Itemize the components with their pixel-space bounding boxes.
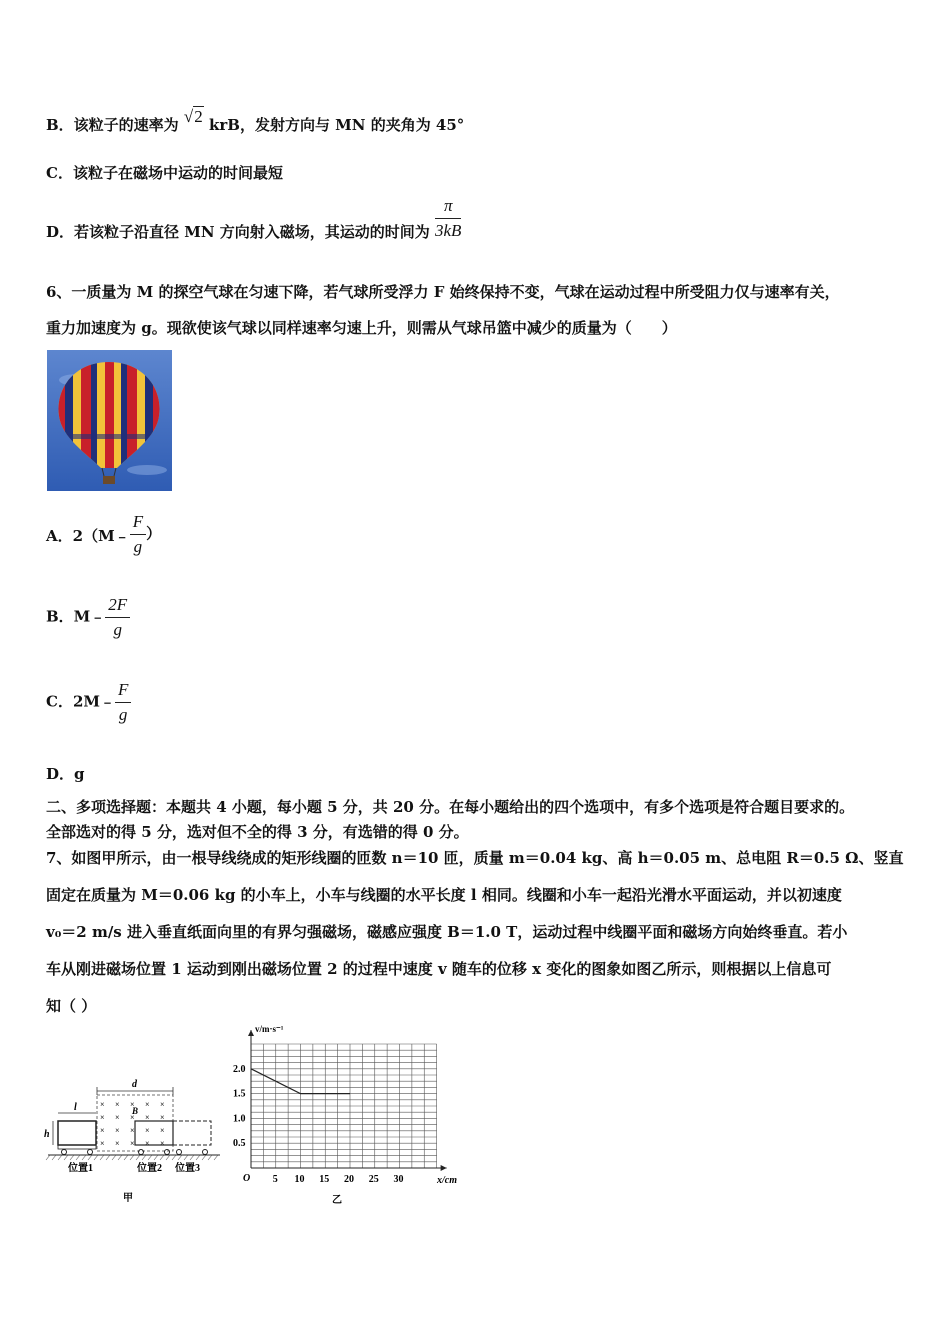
fraction: $\frac{F}{g}$ <box>130 512 146 557</box>
y-tick-label: 1.5 <box>233 1088 246 1100</box>
ground-hatch <box>76 1155 80 1160</box>
field-cross-mark: × <box>115 1100 120 1109</box>
q6-option-b: B．M﹣ $\frac{2F}{g}$ <box>46 595 130 640</box>
x-tick-label: 15 <box>319 1174 330 1185</box>
ground-hatch <box>160 1155 164 1160</box>
label-position-1: 位置1 <box>68 1163 93 1174</box>
q6-stem-line1: 6、一质量为 M 的探空气球在匀速下降，若气球所受浮力 F 始终保持不变，气球在运动过程中所受阻力仅与速率有关， <box>46 283 840 301</box>
field-cross-mark: × <box>115 1126 120 1135</box>
ground-hatch <box>148 1155 152 1160</box>
x-tick-label: 10 <box>294 1174 305 1185</box>
field-cross-mark: × <box>100 1113 105 1122</box>
field-cross-mark: × <box>145 1139 150 1148</box>
y-tick-label: 1.0 <box>233 1113 246 1125</box>
ground-hatch <box>142 1155 146 1160</box>
q5-option-c: C．该粒子在磁场中运动的时间最短 <box>46 164 283 182</box>
label-h: h <box>44 1129 50 1140</box>
chart-origin-label: O <box>243 1173 251 1184</box>
q7-stem-line1: 7、如图甲所示，由一根导线绕成的矩形线圈的匝数 n＝10 匝，质量 m＝0.04 kg、高 h＝0.05 m、总电阻 R＝0.5 Ω、竖直 <box>46 849 904 867</box>
field-cross-mark: × <box>130 1113 135 1122</box>
field-cross-mark: × <box>100 1126 105 1135</box>
figure-cart-in-field <box>40 1075 230 1210</box>
x-tick-label: 30 <box>393 1174 404 1185</box>
field-cross-mark: × <box>160 1113 165 1122</box>
ground-hatch <box>172 1155 176 1160</box>
ground-hatch <box>130 1155 134 1160</box>
ground-hatch <box>64 1155 68 1160</box>
ground-hatch <box>82 1155 86 1160</box>
field-cross-mark: × <box>160 1139 165 1148</box>
figure-caption-yi: 乙 <box>332 1195 342 1206</box>
hot-air-balloon-image <box>47 350 172 491</box>
x-axis-arrow <box>441 1165 447 1171</box>
q7-stem-line5: 知（ ） <box>46 997 97 1015</box>
coil-position-3 <box>173 1121 211 1145</box>
field-cross-mark: × <box>100 1139 105 1148</box>
q7-stem-line4: 车从刚进磁场位置 1 运动到刚出磁场位置 2 的过程中速度 v 随车的位移 x 变化的图象如图乙所示，则根据以上信息可 <box>46 960 832 978</box>
q7-stem-line2: 固定在质量为 M＝0.06 kg 的小车上，小车与线圈的水平长度 l 相同。线圈和小车一起沿光滑水平面运动，并以初速度 <box>46 886 842 904</box>
ground-hatch <box>136 1155 140 1160</box>
field-cross-mark: × <box>115 1139 120 1148</box>
q6-stem-line2: 重力加速度为 g。现欲使该气球以同样速率匀速上升，则需从气球吊篮中减少的质量为（ ） <box>46 319 677 337</box>
x-tick-label: 25 <box>368 1174 379 1185</box>
q6-option-c: C．2M﹣ $\frac{F}{g}$ <box>46 680 131 725</box>
ground-hatch <box>184 1155 188 1160</box>
section2-heading-line1: 二、多项选择题：本题共 4 小题，每小题 5 分，共 20 分。在每小题给出的四个选项中，有多个选项是符合题目要求的。 <box>46 798 855 816</box>
q6-option-d: D．g <box>46 765 85 783</box>
chart-x-axis-label: x/cm <box>437 1175 457 1186</box>
chart-y-axis-label: v/m·s⁻¹ <box>255 1024 284 1034</box>
section2-heading-line2: 全部选对的得 5 分，选对但不全的得 3 分，有选错的得 0 分。 <box>46 823 469 841</box>
ground-hatch <box>46 1155 50 1160</box>
ground-hatch <box>196 1155 200 1160</box>
label-l: l <box>74 1102 77 1113</box>
fraction: $\frac{\pi}{3kB}$ <box>435 196 462 240</box>
fraction: $\frac{2F}{g}$ <box>105 595 130 640</box>
ground-hatch <box>166 1155 170 1160</box>
field-cross-mark: × <box>160 1126 165 1135</box>
y-axis-arrow <box>248 1030 254 1036</box>
ground-hatch <box>124 1155 128 1160</box>
ground-hatch <box>52 1155 56 1160</box>
field-cross-mark: × <box>130 1100 135 1109</box>
q5-option-d: D．若该粒子沿直径 MN 方向射入磁场，其运动的时间为 $\frac{\pi}{3kB}$ <box>46 196 462 241</box>
sqrt-symbol: √2 <box>183 107 203 126</box>
ground-hatch <box>88 1155 92 1160</box>
ground-hatch <box>190 1155 194 1160</box>
ground-hatch <box>94 1155 98 1160</box>
label-d: d <box>132 1079 137 1090</box>
x-tick-label: 20 <box>344 1174 354 1185</box>
ground-hatch <box>118 1155 122 1160</box>
q7-stem-line3: v₀＝2 m/s 进入垂直纸面向里的有界匀强磁场，磁感应强度 B＝1.0 T，运动过程中线圈平面和磁场方向始终垂直。若小 <box>46 923 848 941</box>
field-cross-mark: × <box>145 1113 150 1122</box>
y-tick-label: 0.5 <box>233 1138 246 1150</box>
label-position-2: 位置2 <box>137 1163 162 1174</box>
ground-hatch <box>214 1155 218 1160</box>
chart-grid <box>251 1044 437 1168</box>
figure-caption-jia: 甲 <box>123 1193 133 1204</box>
ground-hatch <box>70 1155 74 1160</box>
field-cross-mark: × <box>160 1100 165 1109</box>
field-cross-mark: × <box>115 1113 120 1122</box>
ground-hatch <box>106 1155 110 1160</box>
label-position-3: 位置3 <box>175 1163 200 1174</box>
chart-axes <box>248 1030 447 1171</box>
ground-hatch <box>208 1155 212 1160</box>
field-cross-mark: × <box>145 1100 150 1109</box>
coil-position-2 <box>135 1121 173 1145</box>
ground-hatch <box>100 1155 104 1160</box>
fraction: $\frac{F}{g}$ <box>115 680 131 725</box>
field-cross-mark: × <box>100 1100 105 1109</box>
q5-option-b: B．该粒子的速率为 √2 krB，发射方向与 MN 的夹角为 45° <box>46 107 465 134</box>
label-B: B <box>132 1106 139 1116</box>
coil-position-1 <box>58 1121 96 1145</box>
ground-hatch <box>154 1155 158 1160</box>
ground-hatch <box>178 1155 182 1160</box>
field-cross-mark: × <box>130 1139 135 1148</box>
x-tick-label: 5 <box>272 1174 278 1185</box>
y-tick-label: 2.0 <box>233 1063 246 1075</box>
ground-hatch <box>202 1155 206 1160</box>
field-cross-mark: × <box>130 1126 135 1135</box>
q6-option-a: A．2（M﹣ $\frac{F}{g}$ ） <box>46 512 162 556</box>
field-cross-mark: × <box>145 1126 150 1135</box>
figure-velocity-chart <box>225 1020 470 1210</box>
ground-hatch <box>112 1155 116 1160</box>
ground-hatch <box>58 1155 62 1160</box>
